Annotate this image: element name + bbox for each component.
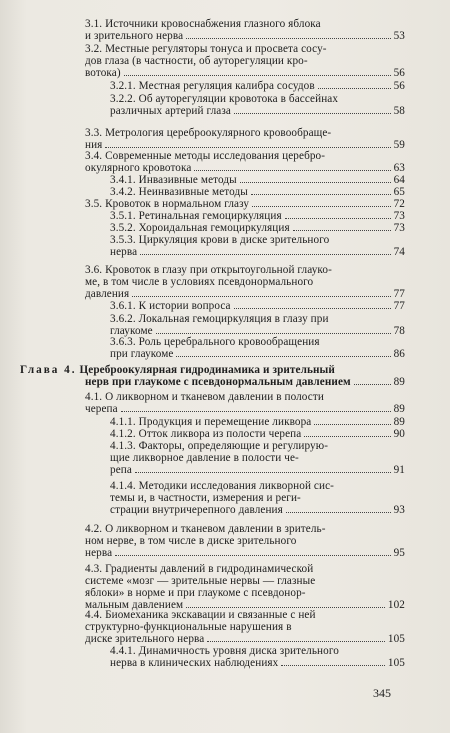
toc-entry bbox=[110, 186, 405, 198]
dot-leader bbox=[281, 665, 385, 666]
toc-page-number: 91 bbox=[393, 464, 405, 476]
toc-entry-text: 4.1.4. Методики исследования ликворной сис- bbox=[110, 480, 334, 492]
toc-entry-text: 4.4. Биомеханика экскавации и связанные с ней bbox=[85, 609, 316, 621]
dot-leader bbox=[115, 555, 390, 556]
toc-entry-last-line bbox=[110, 300, 405, 312]
dot-leader bbox=[240, 182, 391, 183]
toc-page-number: 64 bbox=[393, 174, 405, 186]
toc-entry-text: 4.1.1. Продукция и перемещение ликвора bbox=[110, 416, 312, 428]
toc-page-number: 93 bbox=[393, 504, 405, 516]
toc-entry-text: 3.5. Кровоток в нормальном глазу bbox=[85, 198, 250, 210]
toc-page-number: 95 bbox=[393, 547, 405, 559]
toc-entry bbox=[110, 416, 405, 428]
toc-page-number: 53 bbox=[393, 30, 405, 42]
toc-entry bbox=[85, 18, 405, 42]
toc-page-number: 74 bbox=[393, 246, 405, 258]
dot-leader bbox=[194, 170, 390, 171]
dot-leader bbox=[293, 230, 391, 231]
toc-entry-text: 4.1.2. Отток ликвора из полости черепа bbox=[110, 428, 302, 440]
toc-entry-last-line bbox=[110, 657, 405, 669]
toc-entry-text: 3.5.1. Ретинальная гемоциркуляция bbox=[110, 210, 282, 222]
toc-entry bbox=[110, 234, 405, 258]
toc-entry-text: нерва bbox=[85, 547, 113, 559]
toc-entry-last-line bbox=[85, 198, 405, 210]
toc-entry bbox=[85, 150, 405, 174]
toc-entry-text: 3.2. Местные регуляторы тонуса и просвета сосу- bbox=[85, 43, 327, 55]
toc-entry bbox=[85, 391, 405, 415]
toc-entry-text: темы и, в частности, измерения и реги- bbox=[110, 492, 301, 504]
dot-leader bbox=[251, 194, 391, 195]
toc-entry-text: 3.4.1. Инвазивные методы bbox=[110, 174, 237, 186]
toc-entry-last-line bbox=[110, 428, 405, 440]
dot-leader bbox=[234, 308, 391, 309]
toc-entry-text: давления bbox=[85, 288, 130, 300]
dot-leader bbox=[156, 333, 391, 334]
toc-page-number: 56 bbox=[393, 67, 405, 79]
toc-entry-text: 3.3. Метрология цереброокулярного кровообраще- bbox=[85, 127, 332, 139]
toc-entry-last-line bbox=[110, 416, 405, 428]
toc-entry-last-line bbox=[110, 105, 405, 117]
toc-entry bbox=[110, 313, 405, 337]
toc-entry-text: черепа bbox=[85, 403, 118, 415]
toc-entry-text: диске зрительного нерва bbox=[85, 633, 205, 645]
dot-leader bbox=[286, 512, 391, 513]
toc-entry bbox=[110, 428, 405, 440]
toc-entry-last-line bbox=[110, 246, 405, 258]
toc-page-number: 73 bbox=[393, 222, 405, 234]
toc-entry bbox=[110, 80, 405, 92]
toc-entry bbox=[85, 523, 405, 559]
toc-entry-text: ме, в том числе в условиях псевдонормального bbox=[85, 276, 314, 288]
toc-entry-last-line bbox=[110, 174, 405, 186]
toc-entry-text: 4.1. О ликворном и тканевом давлении в полости bbox=[85, 391, 324, 403]
toc-entry-text: 3.1. Источники кровоснабжения глазного яблока bbox=[85, 18, 321, 30]
toc-entry-text: нерв при глаукоме с псевдонормальным давлением bbox=[85, 376, 351, 388]
toc-page-number: 78 bbox=[393, 325, 405, 337]
toc-entry-text: страции внутричерепного давления bbox=[110, 504, 283, 516]
toc-page-number: 59 bbox=[393, 139, 405, 151]
toc-entry-text: 3.6.3. Роль церебрального кровообращения bbox=[110, 336, 320, 348]
toc-entry-last-line bbox=[110, 80, 405, 92]
toc-page-number: 89 bbox=[393, 403, 405, 415]
toc-entry-last-line bbox=[110, 464, 405, 476]
dot-leader bbox=[285, 218, 391, 219]
dot-leader bbox=[186, 607, 385, 608]
toc-entry-text: 3.4.2. Неинвазивные методы bbox=[110, 186, 248, 198]
toc-page-number: 86 bbox=[393, 348, 405, 360]
toc-entry-text: глаукоме bbox=[110, 325, 153, 337]
toc-page-number: 102 bbox=[387, 599, 405, 611]
toc-entry-text: нерва в клинических наблюдениях bbox=[110, 657, 279, 669]
toc-entry-last-line bbox=[110, 222, 405, 234]
toc-page-number: 105 bbox=[387, 633, 405, 645]
chapter-heading bbox=[20, 364, 405, 388]
toc-entry-text: 3.2.2. Об ауторегуляции кровотока в бассейнах bbox=[110, 93, 339, 105]
toc-entry-text: системе «мозг — зрительные нервы — глазные bbox=[85, 575, 316, 587]
toc-page-number: 56 bbox=[393, 80, 405, 92]
dot-leader bbox=[304, 436, 390, 437]
toc-entry-text: различных артерий глаза bbox=[110, 105, 231, 117]
dot-leader bbox=[132, 296, 390, 297]
toc-entry-last-line bbox=[110, 210, 405, 222]
dot-leader bbox=[354, 384, 391, 385]
toc-entry-text: 3.6. Кровоток в глазу при открытоугольной глауко- bbox=[85, 264, 332, 276]
dot-leader bbox=[318, 88, 391, 89]
toc-entry-text: структурно-функциональные нарушения в bbox=[85, 621, 292, 633]
toc-page-number: 65 bbox=[393, 186, 405, 198]
dot-leader bbox=[252, 206, 391, 207]
toc-entry-text: щие ликворное давление в полости че- bbox=[110, 452, 299, 464]
toc-entry-text: мальным давлением bbox=[85, 599, 184, 611]
dot-leader bbox=[234, 113, 391, 114]
toc-entry-text: Цереброокулярная гидродинамика и зрительный bbox=[79, 364, 335, 376]
chapter-label: Глава 4. bbox=[20, 364, 77, 376]
toc-entry bbox=[110, 336, 405, 360]
toc-entry-text: дов глаза (в частности, об ауторегуляции кро- bbox=[85, 55, 308, 67]
toc-entry bbox=[85, 198, 405, 210]
toc-entry bbox=[110, 93, 405, 117]
toc-entry bbox=[110, 300, 405, 312]
toc-entry bbox=[110, 440, 405, 476]
toc-page-number: 89 bbox=[393, 416, 405, 428]
toc-entry-text: 3.6.1. К истории вопроса bbox=[110, 300, 231, 312]
toc-entry-text: при глаукоме bbox=[110, 348, 174, 360]
toc-entry-text: 3.5.2. Хороидальная гемоциркуляция bbox=[110, 222, 290, 234]
page-number: 345 bbox=[373, 686, 391, 700]
toc-entry bbox=[85, 127, 405, 151]
dot-leader bbox=[135, 472, 391, 473]
toc-page-number: 89 bbox=[393, 376, 405, 388]
toc-page-number: 63 bbox=[393, 162, 405, 174]
toc-page-number: 105 bbox=[387, 657, 405, 669]
toc-entry-last-line bbox=[85, 67, 405, 79]
toc-entry-last-line bbox=[110, 186, 405, 198]
toc-page-number: 58 bbox=[393, 105, 405, 117]
dot-leader bbox=[121, 411, 391, 412]
toc-entry bbox=[85, 563, 405, 611]
toc-entry-last-line bbox=[85, 633, 405, 645]
toc-entry bbox=[110, 645, 405, 669]
toc-entry-text: вотока) bbox=[85, 67, 121, 79]
toc-entry bbox=[85, 43, 405, 79]
dot-leader bbox=[176, 356, 390, 357]
toc-entry-text: 3.4. Современные методы исследования церебро- bbox=[85, 150, 326, 162]
toc-entry-last-line bbox=[85, 30, 405, 42]
toc-entry bbox=[110, 174, 405, 186]
toc-entry-text: 4.1.3. Факторы, определяющие и регулирую- bbox=[110, 440, 329, 452]
toc-entry-last-line bbox=[110, 504, 405, 516]
toc-entry-last-line bbox=[85, 162, 405, 174]
toc-entry-text: 4.2. О ликворном и тканевом давлении в зритель- bbox=[85, 523, 326, 535]
dot-leader bbox=[140, 254, 390, 255]
toc-entry-last-line bbox=[85, 403, 405, 415]
toc-entry-text: репа bbox=[110, 464, 132, 476]
toc-page-number: 72 bbox=[393, 198, 405, 210]
toc-entry-text: 3.2.1. Местная регуляция калибра сосудов bbox=[110, 80, 315, 92]
dot-leader bbox=[314, 424, 390, 425]
dot-leader bbox=[207, 641, 385, 642]
toc-page-number: 77 bbox=[393, 300, 405, 312]
toc-page-number: 73 bbox=[393, 210, 405, 222]
toc-page-number: 90 bbox=[393, 428, 405, 440]
toc-entry-last-line bbox=[110, 348, 405, 360]
toc-entry-text: нерва bbox=[110, 246, 138, 258]
dot-leader bbox=[124, 75, 391, 76]
toc-entry bbox=[85, 609, 405, 645]
toc-entry-text: ния bbox=[85, 139, 103, 151]
toc-entry-text: яблоки» в норме и при глаукоме с псевдонор- bbox=[85, 587, 306, 599]
toc-entry bbox=[85, 264, 405, 300]
toc-entry-text: окулярного кровотока bbox=[85, 162, 192, 174]
dot-leader bbox=[105, 147, 390, 148]
toc-entry bbox=[110, 210, 405, 222]
toc-entry-text: 4.3. Градиенты давлений в гидродинамической bbox=[85, 563, 314, 575]
toc-entry-text: 3.5.3. Циркуляция крови в диске зрительного bbox=[110, 234, 330, 246]
toc-entry-text: 4.4.1. Динамичность уровня диска зрительного bbox=[110, 645, 339, 657]
toc-entry-last-line bbox=[85, 288, 405, 300]
toc-page-number: 77 bbox=[393, 288, 405, 300]
toc-entry bbox=[110, 222, 405, 234]
toc-entry bbox=[110, 480, 405, 516]
toc-entry-last-line bbox=[20, 376, 405, 388]
toc-entry-last-line bbox=[85, 547, 405, 559]
dot-leader bbox=[186, 38, 390, 39]
toc-entry-text: 3.6.2. Локальная гемоциркуляция в глазу при bbox=[110, 313, 329, 325]
toc-entry-text: ном нерве, в том числе в диске зрительного bbox=[85, 535, 297, 547]
toc-entry-text: и зрительного нерва bbox=[85, 30, 184, 42]
